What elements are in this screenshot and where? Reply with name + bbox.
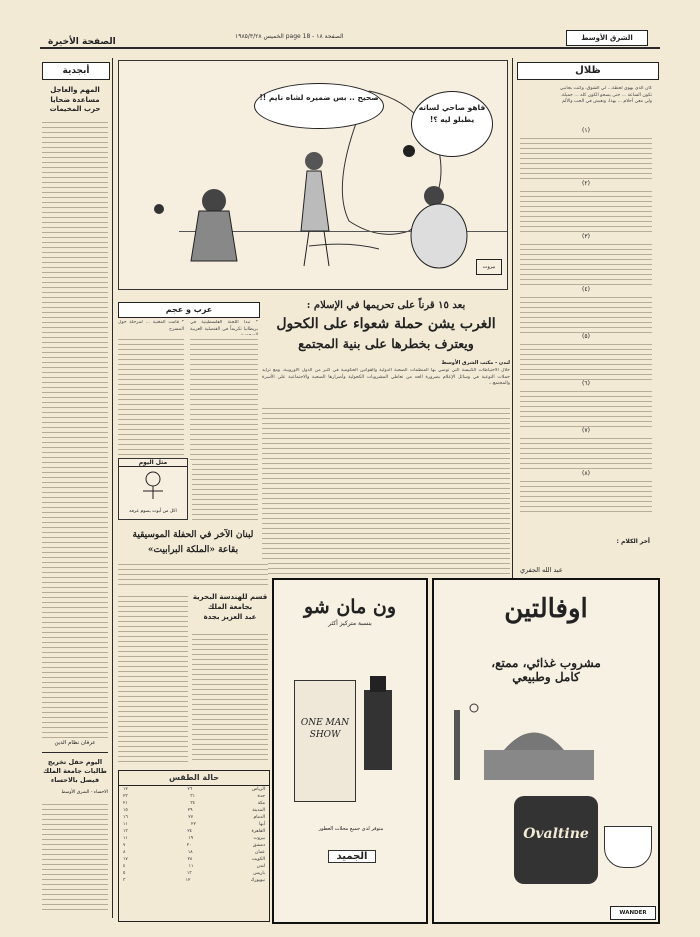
speech-bubble-left: صحيح .. بس ضميره لشاه نايم !!	[254, 83, 384, 129]
weather-min: ١٥	[123, 808, 128, 813]
weather-row	[119, 807, 269, 814]
arab-item-2: * قامت المغنية ... لمرحلة حول المسرح	[118, 320, 184, 332]
weather-row	[119, 870, 269, 877]
perfume-subline: بنسبة متركيز أكثر	[328, 620, 372, 627]
weather-city: دمشق	[252, 843, 265, 848]
weather-row	[119, 828, 269, 835]
weather-max: ٣١	[190, 794, 196, 799]
left-bottom-headline: اليوم حفل تخريج طالبات جامعة الملك فيصل بالاحساء	[43, 758, 107, 784]
weather-max: ٣٤	[190, 801, 196, 806]
weather-city: جدة	[257, 794, 265, 799]
weather-city: الكويت	[251, 857, 265, 862]
column-tag-arab: عرب و عجم	[118, 302, 260, 318]
engineering-body	[192, 630, 268, 762]
weather-min: ٣	[123, 878, 126, 883]
proverb-text: اكل من أبوت يصوم عرفه	[129, 509, 177, 514]
weather-min: ٢١	[123, 801, 128, 806]
left-column-divider	[112, 58, 113, 918]
perfume-box	[294, 680, 356, 802]
weather-max: ٢٩	[187, 808, 193, 813]
poem-sections: (١) (٢) (٣) (٤) (٥) (٦) (٧) (٨)	[520, 115, 652, 595]
ovaltine-brand: اوفالتين	[504, 594, 588, 624]
column-tag-abjadiya: أبجدية	[42, 62, 110, 80]
cartoonist-signature: بيروت	[476, 259, 502, 275]
author-name: عبد الله الجفري	[520, 566, 563, 574]
weather-row	[119, 863, 269, 870]
weather-min: ٥	[123, 871, 126, 876]
man-standing-figure	[301, 152, 329, 266]
newspaper-logo: الشرق الأوسط	[566, 30, 648, 46]
music-body-continued	[118, 592, 188, 762]
weather-row	[119, 814, 269, 821]
weather-max: ٢٨	[187, 857, 193, 862]
weather-min: ١١	[123, 836, 128, 841]
weather-row	[119, 835, 269, 842]
perfume-ad	[272, 578, 428, 924]
weather-city: بيروت	[253, 836, 265, 841]
weather-row	[119, 821, 269, 828]
weather-row	[119, 786, 269, 793]
speech-bubble-right: فاهو صاحي لساته يطبلو ليه ؟!	[411, 91, 493, 157]
left-author: عرفان نظام الدين	[54, 740, 96, 746]
weather-row	[119, 877, 269, 884]
man-left-figure	[191, 189, 237, 261]
left-bottom-dateline: الاحساء - الشرق الأوسط	[61, 790, 108, 795]
arab-item-1: * تبدأ اللجنة الفلسطينية في بريطانيا تكريماً في القنصلية العربية	[190, 320, 258, 332]
milk-jug	[604, 826, 652, 868]
weather-city: مكة	[257, 801, 265, 806]
moon-dot	[154, 204, 164, 214]
arab-body-left	[118, 335, 184, 455]
weather-max: ١٩	[188, 836, 194, 841]
main-dateline: لندن - مكتب الشرق الأوسط	[441, 360, 510, 366]
weather-row	[119, 800, 269, 807]
ovaltine-jar	[514, 796, 598, 884]
weather-min: ٧	[123, 843, 126, 848]
weather-min: ٢٣	[123, 794, 128, 799]
weather-city: أبها	[259, 822, 265, 827]
weather-max: ٢٤	[187, 829, 193, 834]
music-headline-2: بقاعة «الملكة البرابيت»	[147, 545, 239, 555]
engineering-headline: قسم للهندسة البحرية بجامعة الملك عبد العزيز بجدة	[192, 593, 268, 621]
music-headline-1: لبنان الآخر في الحفلة الموسيقية	[132, 530, 254, 540]
main-lead: خلال الاحتياطات الكنيسة التي توصي بها المنظمات الصحية الدولية والقوانين الحكومية في كثير من الدول الأوروبية، ومع تزايد حملات التوعية في وسائل الإعلام بضرورة الحد من تعاطي المشروبات الكحولية وأضرارها الصحية والاجتماعية على الأسرة والمجتمع...	[262, 368, 510, 387]
weather-max: ٢٠	[186, 843, 192, 848]
weather-city: المدينة	[252, 808, 265, 813]
weather-min: ٤	[123, 864, 126, 869]
weather-row	[119, 842, 269, 849]
weather-max: ١٣	[186, 871, 192, 876]
left-bottom-body	[42, 800, 108, 910]
perfume-footer: متوفر لدى جميع محلات العطور	[318, 826, 384, 832]
weather-table	[118, 770, 270, 922]
weather-max: ٢٧	[188, 815, 194, 820]
weather-city: نيويورك	[250, 878, 265, 883]
ovaltine-product: Ovaltine	[523, 826, 589, 842]
perfume-product: ONE MAN SHOW	[300, 718, 350, 740]
final-word-label: أخر الكلام :	[616, 538, 650, 545]
left-headline-1: المهم والعاجل	[50, 86, 100, 94]
weather-city: الرياض	[251, 787, 265, 792]
column-tag-zilal: ظلال	[517, 62, 659, 80]
main-headline-1: الغرب يشن حملة شعواء على الكحول	[276, 316, 496, 332]
column-divider	[512, 58, 513, 578]
main-headline-2: ويعترف بخطرها على بنية المجتمع	[298, 336, 474, 351]
ovaltine-tagline-2: كامل وطبيعي	[512, 670, 580, 684]
left-headline-2: مساعدة ضحايا حرب المخيمات	[49, 96, 101, 113]
weather-rows	[119, 786, 269, 884]
weather-max: ١٢	[185, 878, 191, 883]
weather-min: ١٦	[123, 815, 128, 820]
perfume-cap	[370, 676, 386, 692]
weather-min: ٨	[123, 850, 126, 855]
weather-city: الدمام	[253, 815, 265, 820]
weather-row	[119, 856, 269, 863]
music-body	[118, 560, 268, 588]
left-column-body	[42, 118, 108, 738]
weather-max: ١١	[188, 864, 194, 869]
arab-body-right	[190, 335, 258, 460]
perfume-headline: ون مان شو	[303, 596, 396, 618]
weather-min: ١٧	[123, 857, 128, 862]
proverb-box	[118, 458, 188, 520]
weather-max: ٢٢	[191, 822, 196, 827]
wander-logo: WANDER	[610, 906, 656, 920]
header-rule	[40, 47, 660, 49]
arab-body-lower	[192, 460, 258, 520]
weather-city: لندن	[256, 864, 265, 869]
weather-min: ١٣	[123, 829, 128, 834]
main-kicker: بعد ١٥ قرناً على تحريمها في الإسلام :	[306, 300, 466, 311]
mosque-illustration	[444, 700, 650, 790]
weather-city: القاهرة	[251, 829, 265, 834]
woman-figure	[411, 186, 467, 268]
poem-intro: كان الذي يهوى لحظة... لي الشوق، وكنت بجانبي تكون الساعة ... حتى يصحو الكون كله ... جميلة. ولي معي أحلام ... بهذا، ونعيش في الحب والألم	[559, 86, 652, 105]
section-title: الصفحة الأخيرة	[48, 37, 116, 47]
weather-city: عمان	[255, 850, 265, 855]
weather-min: ١٢	[123, 787, 128, 792]
date-line: الصفحة ١٨ - page 18 الخميس ١٩٨٥/٣/٢٨	[235, 33, 344, 40]
weather-city: باريس	[253, 871, 265, 876]
proverb-figure	[119, 467, 187, 505]
left-divider	[42, 752, 108, 753]
weather-max: ٢٦	[187, 787, 193, 792]
cartoon-frame	[118, 60, 508, 290]
proverb-tag: مثل اليوم	[119, 459, 187, 467]
weather-max: ١٨	[187, 850, 193, 855]
weather-min: ١١	[123, 822, 128, 827]
weather-title: حالة الطقس	[119, 771, 269, 786]
perfume-bottle	[364, 690, 392, 770]
weather-row	[119, 793, 269, 800]
ovaltine-ad	[432, 578, 660, 924]
perfume-distributor: الجميد	[328, 850, 376, 863]
ovaltine-tagline-1: مشروب غذائي، ممتع،	[491, 656, 601, 670]
main-body-columns	[262, 404, 510, 574]
weather-row	[119, 849, 269, 856]
